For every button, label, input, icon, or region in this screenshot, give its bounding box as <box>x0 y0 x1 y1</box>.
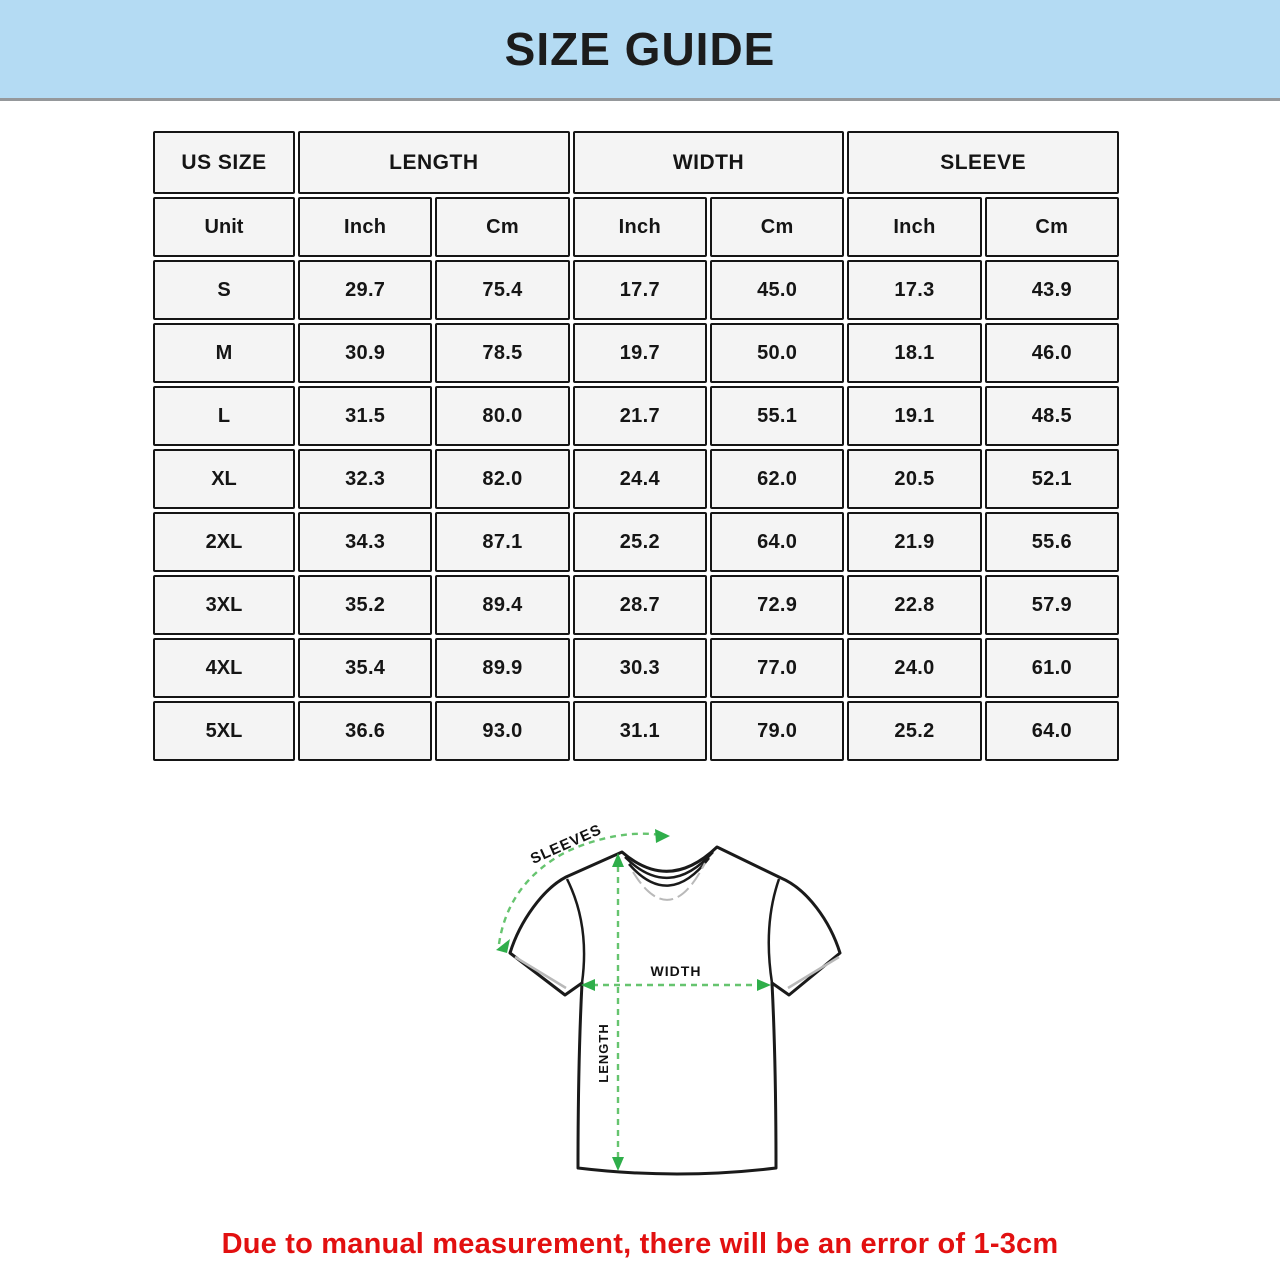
value-cell: 19.1 <box>847 386 981 446</box>
value-cell: 55.6 <box>985 512 1119 572</box>
value-cell: 25.2 <box>573 512 707 572</box>
value-cell: 64.0 <box>985 701 1119 761</box>
unit-label-cell: Unit <box>153 197 295 257</box>
arrowhead-icon <box>496 939 510 953</box>
value-cell: 87.1 <box>435 512 569 572</box>
value-cell: 35.4 <box>298 638 432 698</box>
value-cell: 79.0 <box>710 701 844 761</box>
sleeves-label: SLEEVES <box>527 821 605 868</box>
unit-cell: Inch <box>298 197 432 257</box>
width-label: WIDTH <box>650 963 702 979</box>
arrowhead-icon <box>655 829 670 843</box>
us-size-header: US SIZE <box>153 131 295 194</box>
value-cell: 52.1 <box>985 449 1119 509</box>
size-row <box>153 323 1119 383</box>
value-cell: 93.0 <box>435 701 569 761</box>
size-guide-table <box>150 128 1122 764</box>
value-cell: 32.3 <box>298 449 432 509</box>
unit-row <box>153 197 1119 257</box>
size-row <box>153 386 1119 446</box>
value-cell: 35.2 <box>298 575 432 635</box>
value-cell: 45.0 <box>710 260 844 320</box>
length-header: LENGTH <box>298 131 570 194</box>
value-cell: 21.7 <box>573 386 707 446</box>
value-cell: 55.1 <box>710 386 844 446</box>
value-cell: 89.4 <box>435 575 569 635</box>
size-label-cell: 2XL <box>153 512 295 572</box>
unit-cell: Cm <box>435 197 569 257</box>
tshirt-outline <box>510 847 840 1174</box>
unit-cell: Inch <box>573 197 707 257</box>
value-cell: 77.0 <box>710 638 844 698</box>
value-cell: 20.5 <box>847 449 981 509</box>
value-cell: 46.0 <box>985 323 1119 383</box>
value-cell: 25.2 <box>847 701 981 761</box>
value-cell: 18.1 <box>847 323 981 383</box>
value-cell: 28.7 <box>573 575 707 635</box>
unit-cell: Cm <box>985 197 1119 257</box>
length-label: LENGTH <box>596 1023 611 1083</box>
table-header-row <box>153 131 1119 194</box>
value-cell: 62.0 <box>710 449 844 509</box>
size-label-cell: 5XL <box>153 701 295 761</box>
value-cell: 43.9 <box>985 260 1119 320</box>
width-header: WIDTH <box>573 131 845 194</box>
value-cell: 30.9 <box>298 323 432 383</box>
value-cell: 22.8 <box>847 575 981 635</box>
value-cell: 17.7 <box>573 260 707 320</box>
size-label-cell: 3XL <box>153 575 295 635</box>
page-title: SIZE GUIDE <box>504 23 776 75</box>
value-cell: 36.6 <box>298 701 432 761</box>
value-cell: 31.1 <box>573 701 707 761</box>
unit-cell: Cm <box>710 197 844 257</box>
value-cell: 72.9 <box>710 575 844 635</box>
size-row <box>153 701 1119 761</box>
value-cell: 34.3 <box>298 512 432 572</box>
value-cell: 80.0 <box>435 386 569 446</box>
title-banner <box>0 0 1280 101</box>
sleeve-header: SLEEVE <box>847 131 1119 194</box>
size-row <box>153 512 1119 572</box>
value-cell: 21.9 <box>847 512 981 572</box>
tshirt-diagram <box>460 805 900 1215</box>
size-row <box>153 575 1119 635</box>
size-row <box>153 260 1119 320</box>
value-cell: 82.0 <box>435 449 569 509</box>
value-cell: 57.9 <box>985 575 1119 635</box>
value-cell: 24.0 <box>847 638 981 698</box>
value-cell: 61.0 <box>985 638 1119 698</box>
size-label-cell: 4XL <box>153 638 295 698</box>
value-cell: 19.7 <box>573 323 707 383</box>
size-label-cell: S <box>153 260 295 320</box>
value-cell: 48.5 <box>985 386 1119 446</box>
value-cell: 89.9 <box>435 638 569 698</box>
value-cell: 78.5 <box>435 323 569 383</box>
value-cell: 31.5 <box>298 386 432 446</box>
value-cell: 30.3 <box>573 638 707 698</box>
size-label-cell: L <box>153 386 295 446</box>
value-cell: 24.4 <box>573 449 707 509</box>
size-row <box>153 449 1119 509</box>
unit-cell: Inch <box>847 197 981 257</box>
value-cell: 75.4 <box>435 260 569 320</box>
size-row <box>153 638 1119 698</box>
measurement-disclaimer: Due to manual measurement, there will be an error of 1-3cm <box>221 1228 1059 1260</box>
value-cell: 17.3 <box>847 260 981 320</box>
size-label-cell: M <box>153 323 295 383</box>
value-cell: 64.0 <box>710 512 844 572</box>
value-cell: 29.7 <box>298 260 432 320</box>
value-cell: 50.0 <box>710 323 844 383</box>
size-label-cell: XL <box>153 449 295 509</box>
